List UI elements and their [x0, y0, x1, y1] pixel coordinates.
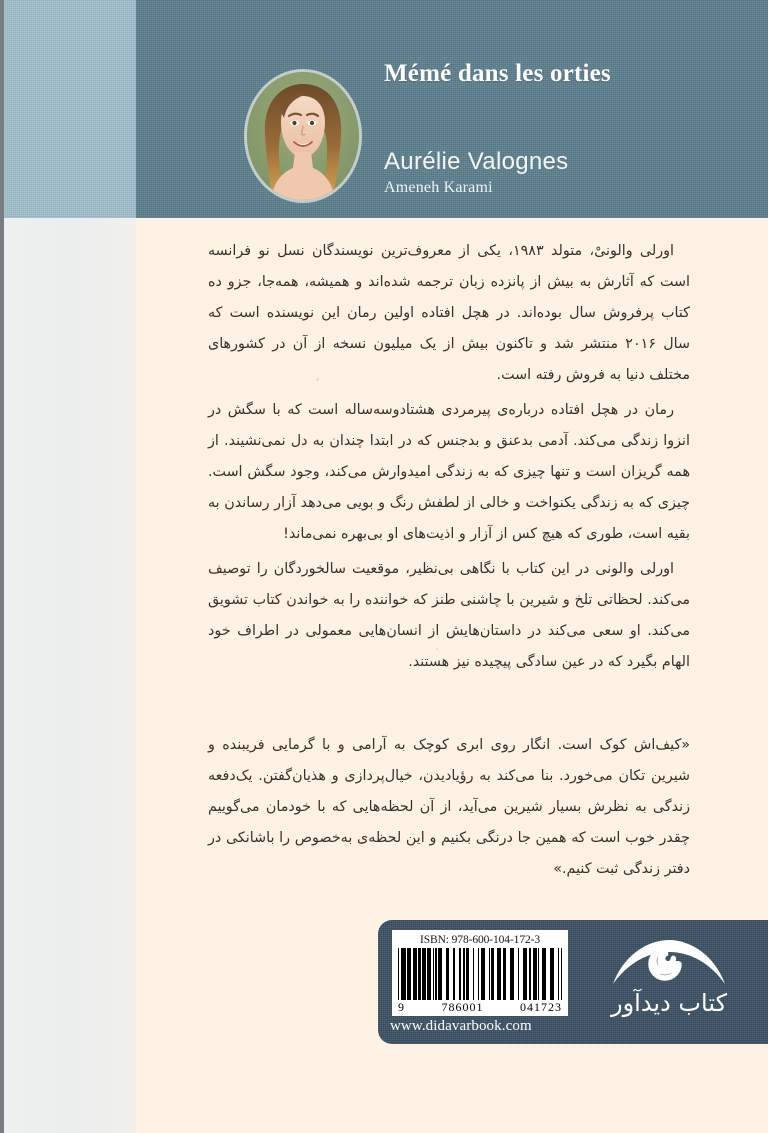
barcode-bars: [398, 948, 562, 1000]
isbn-label: ISBN: 978-600-104-172-3: [419, 934, 541, 946]
barcode-card: [392, 930, 568, 1016]
author-name: Aurélie Valognes: [384, 148, 569, 175]
title-block: [384, 60, 754, 88]
barcode-digits: [396, 1000, 564, 1014]
pull-quote: [208, 730, 690, 885]
translator-name: Ameneh Karami: [384, 179, 493, 196]
header-content: [136, 0, 768, 218]
header-band: [136, 0, 768, 218]
barcode-digit-group-1: 786001: [441, 1000, 484, 1014]
pull-quote-text: «کیف‌اش کوک است. انگار روی ابری کوچک به آرامی و با گرمایی فریبنده و شیرین تکان می‌خورد. بنا می‌کند به رؤیادیدن، خیال‌پردازی و هذیان‌گفتن. یک‌دفعه زندگی به نظرش بسیار شیرین می‌آید، از آن لحظه‌هایی که با خودمان می‌گوییم چقدر خوب است که همین جا درنگی بکنیم و این لحظه‌ی به‌خصوص را باشانکی در دفتر زندگی ثبت کنیم.»: [208, 737, 690, 877]
spine-strip-bottom: [4, 218, 136, 1133]
publisher-website[interactable]: www.didavarbook.com: [390, 1018, 532, 1034]
barcode-digit-prefix: 9: [398, 1000, 405, 1014]
blurb-paragraph: اورلی والونیْ، متولد ۱۹۸۳، یکی از معروف‌ترین نویسندگان نسل نو فرانسه است که آثارش به بیش از پانزده زبان ترجمه شده‌اند و همیشه، همه‌جا، جزو ده کتاب پرفروش سال بوده‌اند. در هچل افتاده اولین رمان این نویسنده است که سال ۲۰۱۶ منتشر شد و تاکنون بیش از یک میلیون نسخه از آن در کشورهای مختلف دنیا به فروش رفته است.: [208, 243, 690, 383]
blurb-paragraph: رمان در هچل افتاده درباره‌ی پیرمردی هشتادوسه‌ساله است که با سگش در انزوا زندگی می‌کند. آدمی بدعنق و بدجنس که در ابتدا چندان به دل نمی‌نشیند. از همه گریزان است و تنها چیزی که به زندگی امیدوارش می‌کند، وجود سگش است. چیزی که به زندگی یکنواخت و خالی از لطفش رنگ و بویی می‌دهد آزار رساندن به بقیه است، طوری که هیچ کس از آزار و اذیت‌های او بی‌بهره نمی‌ماند!: [208, 402, 690, 542]
blurb-text: [208, 236, 690, 678]
footer-panel: [378, 920, 768, 1044]
blurb-paragraph: اورلی والونی در این کتاب با نگاهی بی‌نظیر، موقعیت سالخوردگان را توصیف می‌کند. لحظاتی تلخ و شیرین با چاشنی طنز که خواننده را به خواندن کتاب تشویق می‌کند. او سعی می‌کند در داستان‌هایش از انسان‌هایی معمولی در اطراف خود الهام بگیرد که در عین سادگی پیچیده نیز هستند.: [208, 561, 690, 670]
author-portrait: [247, 72, 359, 200]
publisher-block: [584, 932, 754, 1036]
page-title: Mémé dans les orties: [384, 60, 611, 87]
spine-strip-top: [4, 0, 136, 218]
publisher-name: کتاب دیدآور: [610, 989, 727, 1017]
eye-spiral-icon: [607, 934, 731, 992]
barcode-digit-group-2: 041723: [520, 1000, 562, 1014]
